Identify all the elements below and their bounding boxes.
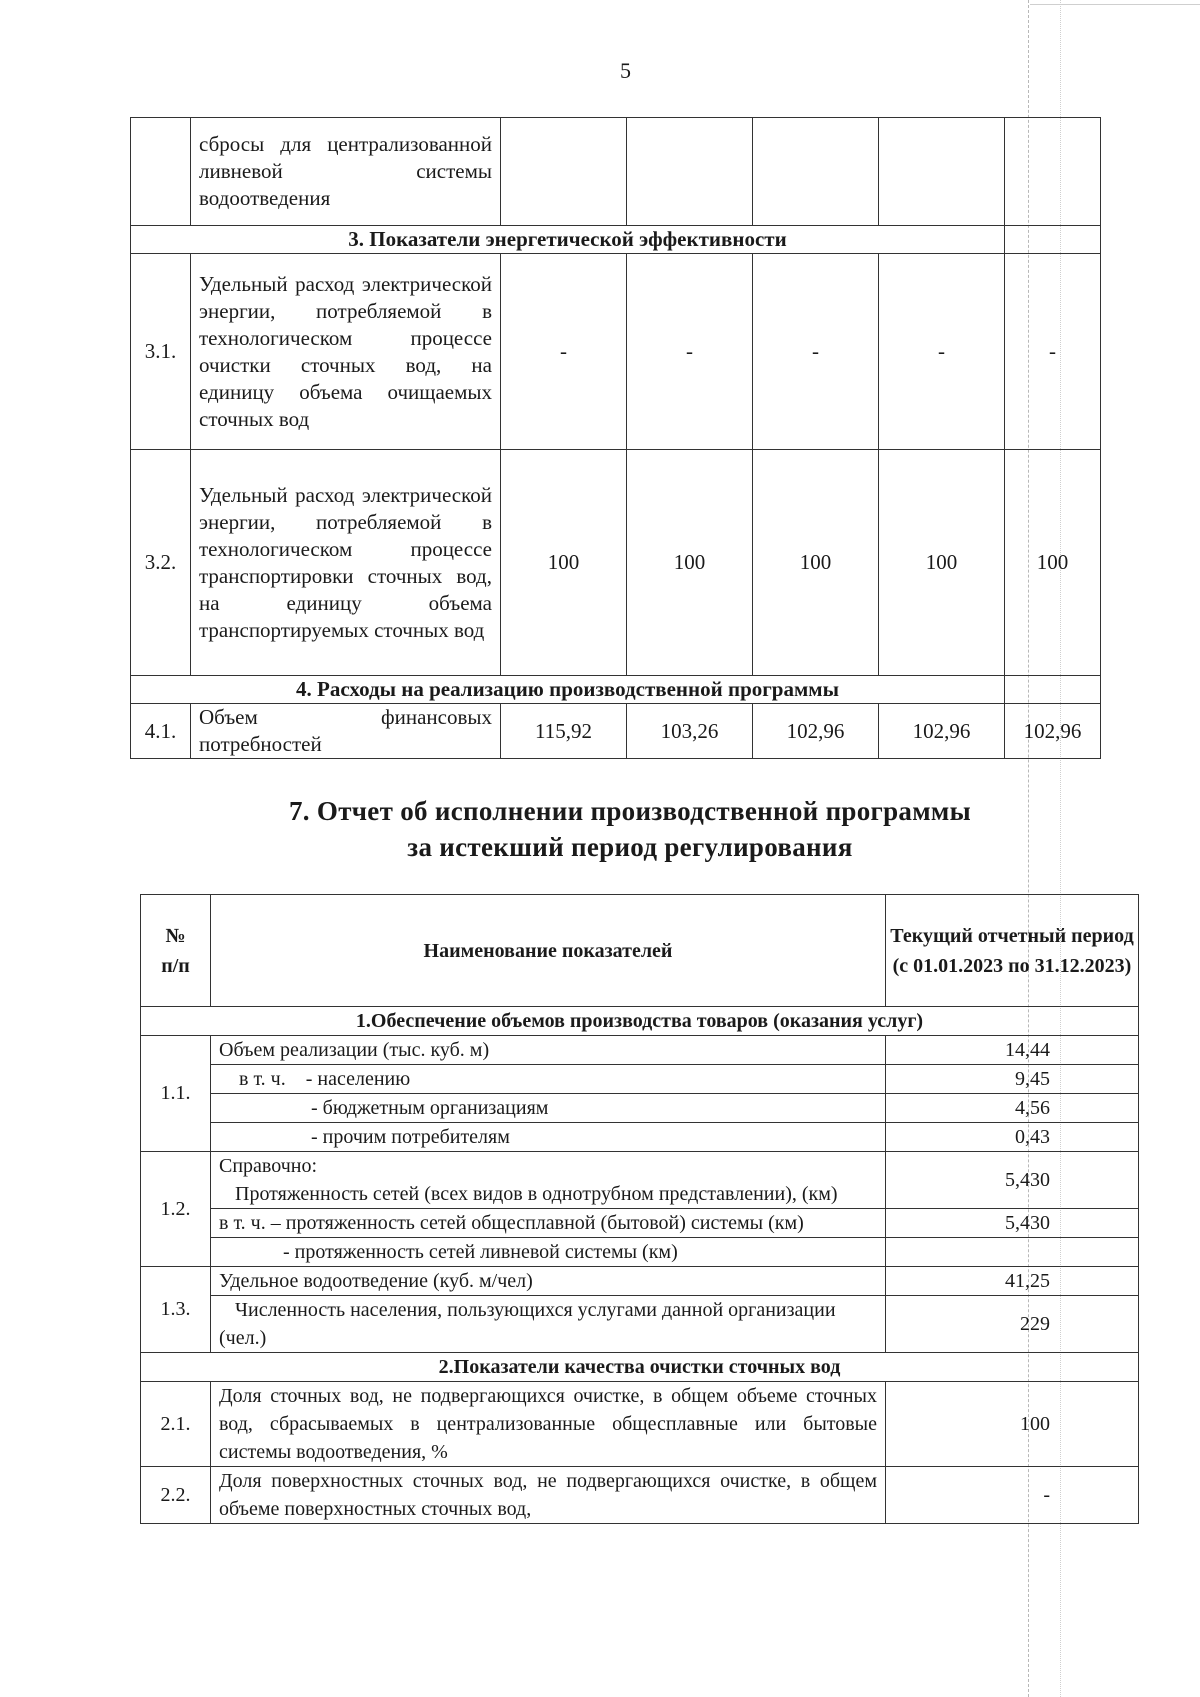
section-row [131, 226, 1101, 254]
header-row [141, 895, 1139, 1007]
report-table [140, 894, 1139, 1524]
value-cell: - [886, 1467, 1139, 1524]
indicator-name: Доля сточных вод, не подвергающихся очистке, в общем объеме сточных вод, сбрасываемых в централизованные общесплавные или бытовые системы водоотведения, % [211, 1382, 886, 1467]
table-row [141, 1123, 1139, 1152]
table-row [141, 1296, 1139, 1353]
value-cell [886, 1238, 1139, 1267]
row-number: 3.2. [131, 450, 191, 676]
row-number: 3.1. [131, 254, 191, 450]
indicator-name: сбросы для централизованной ливневой системы водоотведения [191, 118, 501, 226]
value-cell: - [879, 254, 1005, 450]
section-title-line1: 7. Отчет об исполнении производственной программы [289, 796, 971, 826]
value-cell: 102,96 [879, 704, 1005, 759]
reference-label: Справочно: [211, 1152, 886, 1181]
section-row [141, 1007, 1139, 1036]
scan-artifact-line [1030, 4, 1200, 5]
table-row [131, 704, 1101, 759]
value-cell: 9,45 [886, 1065, 1139, 1094]
value-cell: - [501, 254, 627, 450]
indicator-name: Удельное водоотведение (куб. м/чел) [211, 1267, 886, 1296]
row-number: 1.3. [141, 1267, 211, 1353]
row-number: 1.1. [141, 1036, 211, 1152]
section-heading: 2.Показатели качества очистки сточных вод [141, 1353, 1139, 1382]
value-cell: 5,430 [886, 1209, 1139, 1238]
value-cell: 100 [627, 450, 753, 676]
value-cell: 100 [886, 1382, 1139, 1467]
indicator-name: - протяженность сетей ливневой системы (км) [211, 1238, 886, 1267]
value-cell: 102,96 [1005, 704, 1101, 759]
value-cell: 229 [886, 1296, 1139, 1353]
table-row [141, 1065, 1139, 1094]
table-row [141, 1152, 1139, 1181]
value-cell: - [753, 254, 879, 450]
value-cell: 14,44 [886, 1036, 1139, 1065]
header-num: № п/п [141, 895, 211, 1007]
section-heading: 4. Расходы на реализацию производственной программы [131, 676, 1005, 704]
section-row [131, 676, 1101, 704]
indicator-name: Удельный расход электрической энергии, потребляемой в технологическом процессе транспортировки сточных вод, на единицу объема транспортируемых сточных вод [191, 450, 501, 676]
indicator-name: Доля поверхностных сточных вод, не подвергающихся очистке, в общем объеме поверхностных сточных вод, [211, 1467, 886, 1524]
table-row [141, 1094, 1139, 1123]
row-number [131, 118, 191, 226]
indicator-name [211, 1296, 886, 1353]
indicator-name: - прочим потребителям [211, 1123, 886, 1152]
value-cell: - [1005, 254, 1101, 450]
row-number: 2.2. [141, 1467, 211, 1524]
value-cell: 103,26 [627, 704, 753, 759]
indicator-text: Протяженность сетей (всех видов в однотрубном представлении), (км) [235, 1183, 838, 1205]
value-cell: 100 [879, 450, 1005, 676]
value-cell: 4,56 [886, 1094, 1139, 1123]
table-row [131, 254, 1101, 450]
section-title-line2: за истекший период регулирования [407, 832, 853, 862]
indicators-table [130, 117, 1101, 759]
value-cell: 5,430 [886, 1152, 1139, 1209]
section-row [141, 1353, 1139, 1382]
indicator-name: Объем финансовых потребностей [191, 704, 501, 759]
table-row [141, 1382, 1139, 1467]
table-row [141, 1238, 1139, 1267]
header-period: Текущий отчетный период (с 01.01.2023 по 31.12.2023) [886, 895, 1139, 1007]
indicator-name: - бюджетным организациям [211, 1094, 886, 1123]
value-cell: 100 [501, 450, 627, 676]
value-cell: 0,43 [886, 1123, 1139, 1152]
indicator-text: Численность населения, пользующихся услугами данной организации (чел.) [219, 1299, 836, 1349]
page-number: 5 [620, 58, 631, 83]
indicator-name: Удельный расход электрической энергии, потребляемой в технологическом процессе очистки сточных вод, на единицу объема очищаемых сточных вод [191, 254, 501, 450]
table-row [131, 450, 1101, 676]
table-row [141, 1036, 1139, 1065]
row-number: 1.2. [141, 1152, 211, 1267]
table-row [141, 1467, 1139, 1524]
indicator-name: в т. ч. – протяженность сетей общесплавной (бытовой) системы (км) [211, 1209, 886, 1238]
value-cell: 100 [753, 450, 879, 676]
table-row [141, 1209, 1139, 1238]
indicator-name [211, 1180, 886, 1209]
value-cell: - [627, 254, 753, 450]
row-number: 4.1. [131, 704, 191, 759]
table-row [131, 118, 1101, 226]
section-heading: 1.Обеспечение объемов производства товаров (оказания услуг) [141, 1007, 1139, 1036]
value-cell: 102,96 [753, 704, 879, 759]
section-heading: 3. Показатели энергетической эффективности [131, 226, 1005, 254]
row-number: 2.1. [141, 1382, 211, 1467]
indicator-name: в т. ч. - населению [211, 1065, 886, 1094]
header-name: Наименование показателей [211, 895, 886, 1007]
value-cell: 100 [1005, 450, 1101, 676]
table-row [141, 1267, 1139, 1296]
value-cell: 115,92 [501, 704, 627, 759]
indicator-name: Объем реализации (тыс. куб. м) [211, 1036, 886, 1065]
value-cell: 41,25 [886, 1267, 1139, 1296]
